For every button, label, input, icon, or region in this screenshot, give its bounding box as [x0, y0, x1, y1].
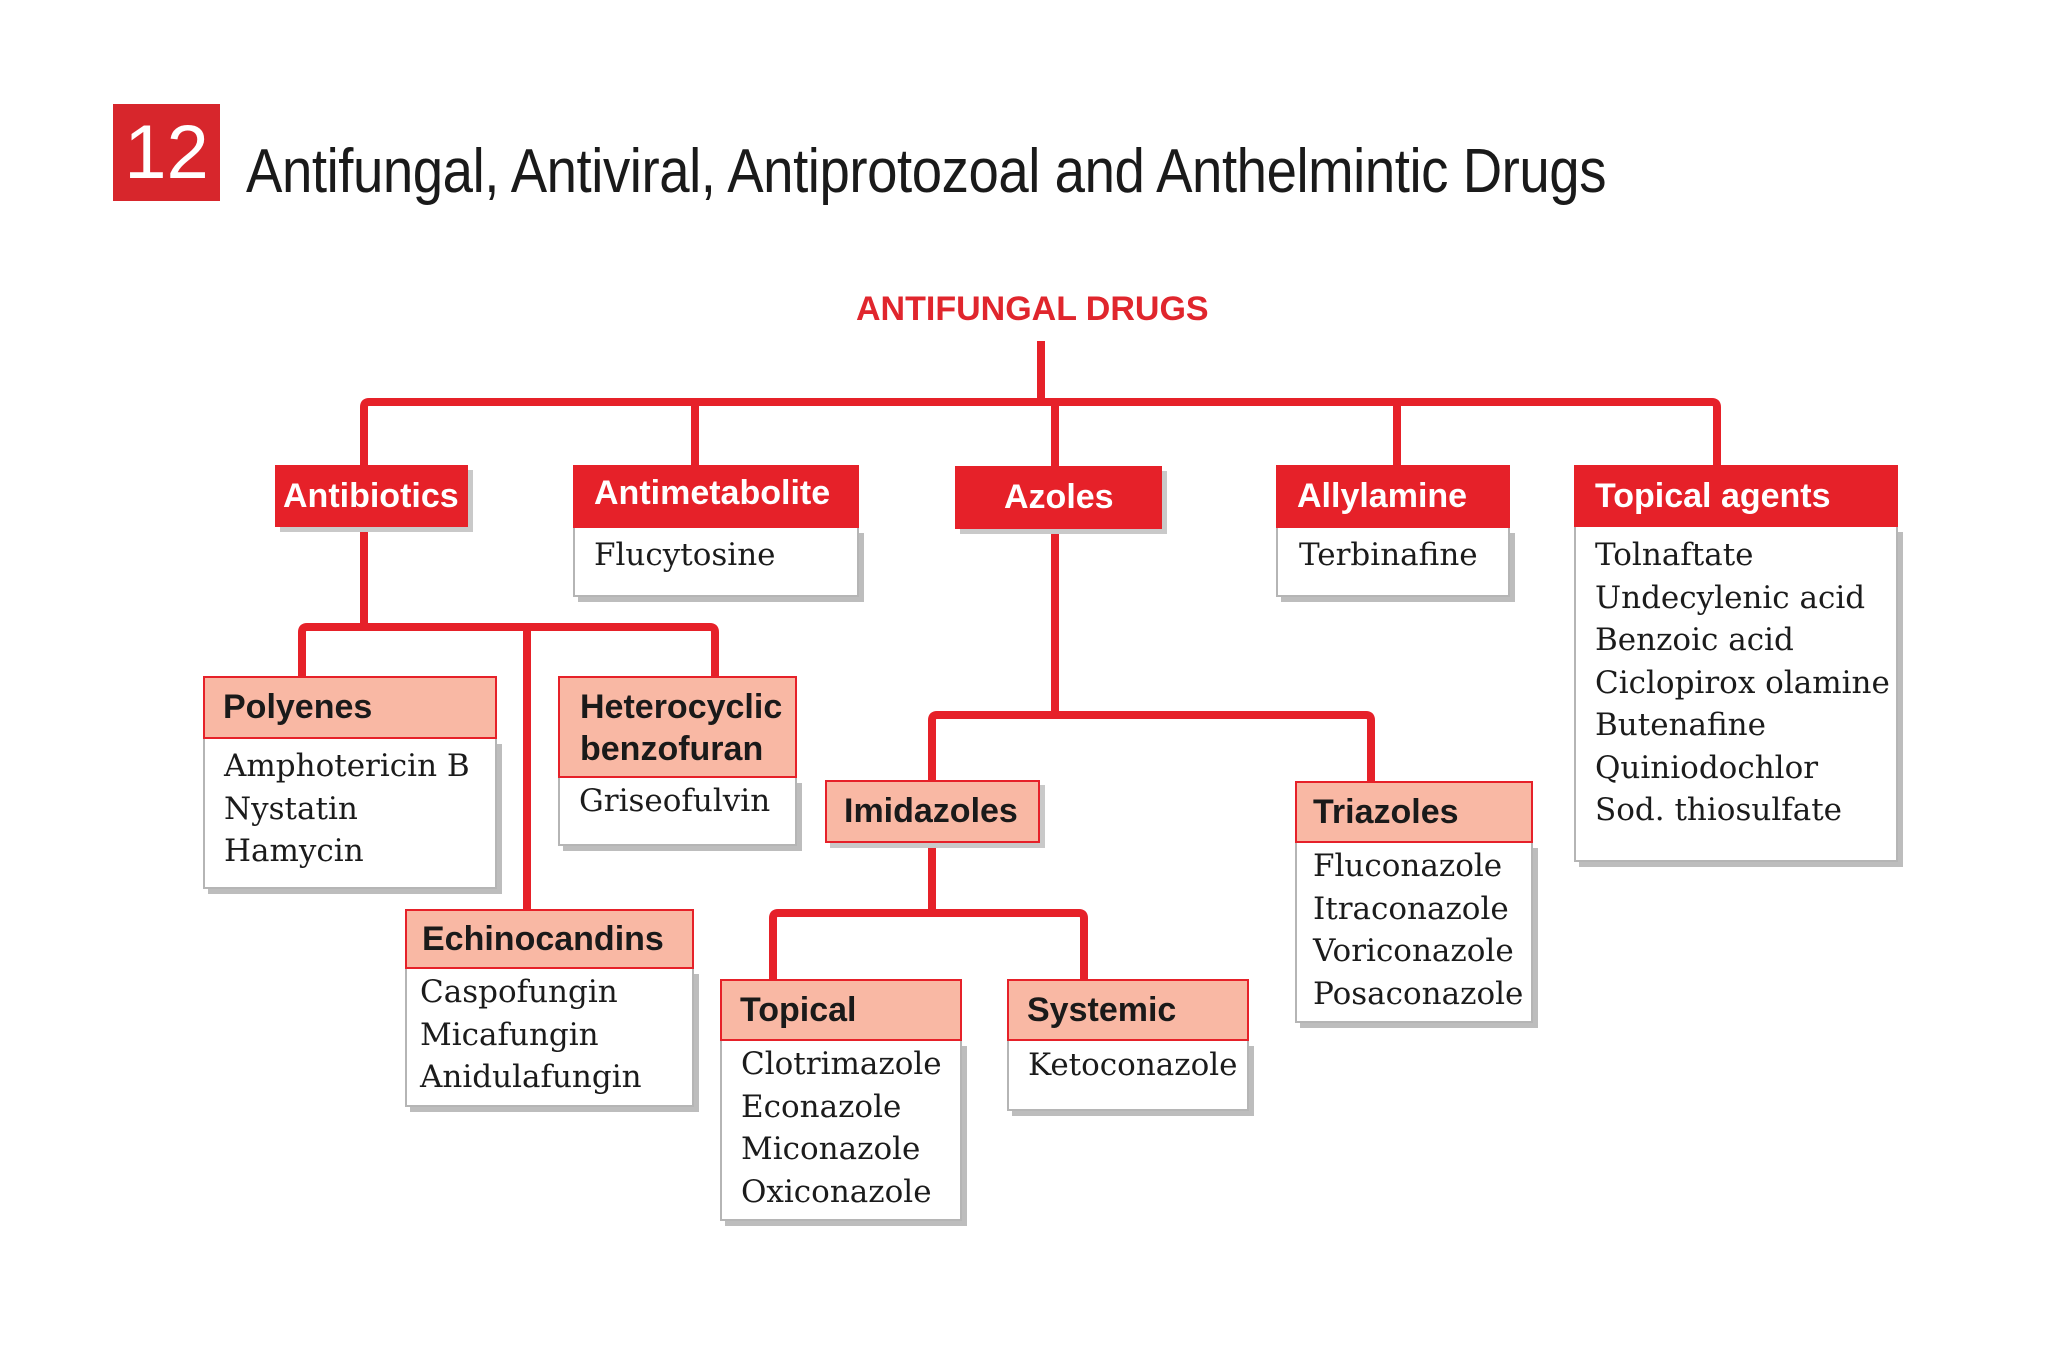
group-topical-agents-label: Topical agents	[1595, 476, 1831, 515]
group-antimetabolite-label: Antimetabolite	[594, 474, 831, 512]
group-allylamine	[1276, 465, 1510, 597]
subgroup-heterocyclic-benzofuran-label: Heterocyclic benzofuran	[580, 688, 783, 768]
subgroup-imidazoles	[825, 780, 1040, 843]
group-topical-agents	[1574, 465, 1898, 862]
group-azoles-header	[955, 466, 1162, 529]
drug-item: Butenafine	[1595, 707, 1766, 743]
drug-item: Oxiconazole	[741, 1173, 932, 1210]
subgroup-topical-header	[720, 979, 962, 1041]
root-horizontal-line	[364, 402, 1717, 470]
group-azoles	[955, 466, 1162, 529]
drug-item: Quiniodochlor	[1595, 749, 1819, 786]
drug-item: Terbinafine	[1299, 537, 1478, 573]
subgroup-heterocyclic-benzofuran-header	[558, 676, 797, 778]
drug-item: Fluconazole	[1313, 848, 1503, 884]
subgroup-systemic	[1007, 979, 1249, 1111]
group-allylamine-label: Allylamine	[1297, 477, 1468, 515]
antibiotics-horizontal-line	[302, 627, 715, 677]
subgroup-topical-body	[720, 1041, 962, 1221]
subgroup-echinocandins-label: Echinocandins	[422, 919, 664, 958]
subgroup-heterocyclic-benzofuran	[558, 676, 797, 846]
subgroup-polyenes-header	[203, 676, 497, 739]
drug-item: Sod. thiosulfate	[1595, 792, 1843, 828]
drug-item: Miconazole	[741, 1131, 921, 1167]
subgroup-triazoles-label: Triazoles	[1313, 792, 1459, 831]
subgroup-systemic-header	[1007, 979, 1249, 1041]
subgroup-systemic-label: Systemic	[1027, 990, 1177, 1029]
subgroup-topical	[720, 979, 962, 1221]
subgroup-triazoles-header	[1295, 781, 1533, 843]
subgroup-polyenes-body	[203, 739, 497, 889]
drug-item: Ketoconazole	[1028, 1047, 1238, 1083]
subgroup-imidazoles-label: Imidazoles	[844, 792, 1018, 830]
group-antimetabolite-header	[573, 465, 859, 528]
drug-item: Voriconazole	[1313, 933, 1514, 969]
subgroup-systemic-body	[1007, 1041, 1249, 1111]
drug-item: Benzoic acid	[1595, 622, 1794, 658]
group-topical-agents-header	[1574, 465, 1898, 527]
subgroup-triazoles	[1295, 781, 1533, 1023]
group-antibiotics	[275, 465, 468, 527]
subgroup-polyenes-label: Polyenes	[223, 688, 373, 726]
subgroup-imidazoles-header	[825, 780, 1040, 843]
drug-item: Itraconazole	[1313, 890, 1509, 927]
drug-item: Micafungin	[420, 1016, 599, 1053]
group-topical-agents-body	[1574, 527, 1898, 862]
drug-item: Clotrimazole	[741, 1046, 942, 1082]
drug-item: Tolnaftate	[1595, 537, 1754, 573]
subgroup-echinocandins-header	[405, 909, 694, 969]
drug-item: Undecylenic acid	[1595, 579, 1866, 616]
drug-item: Posaconazole	[1313, 975, 1524, 1012]
subgroup-echinocandins	[405, 909, 694, 1107]
chapter-number-badge: 12	[113, 104, 220, 201]
group-allylamine-body	[1276, 528, 1510, 597]
group-azoles-label: Azoles	[1004, 478, 1114, 516]
chapter-title: Antifungal, Antiviral, Antiprotozoal and Anthelmintic Drugs	[246, 137, 1607, 206]
group-antimetabolite-body	[573, 528, 859, 597]
subgroup-echinocandins-body	[405, 969, 694, 1107]
group-allylamine-header	[1276, 465, 1510, 528]
group-antimetabolite	[573, 465, 859, 597]
imidazoles-horizontal-line	[773, 913, 1084, 980]
group-antibiotics-header	[275, 465, 468, 527]
drug-item: Caspofungin	[420, 974, 618, 1010]
drug-item: Flucytosine	[594, 537, 776, 573]
group-antibiotics-label: Antibiotics	[283, 476, 459, 515]
azoles-horizontal-line	[932, 715, 1371, 782]
drug-item: Amphotericin B	[224, 748, 470, 784]
drug-item: Econazole	[741, 1088, 902, 1125]
subgroup-polyenes	[203, 676, 497, 889]
subgroup-heterocyclic-benzofuran-body	[558, 778, 797, 846]
subgroup-topical-label: Topical	[740, 990, 857, 1029]
drug-item: Ciclopirox olamine	[1595, 664, 1890, 701]
drug-item: Nystatin	[224, 790, 358, 827]
root-label-antifungal-drugs: ANTIFUNGAL DRUGS	[856, 290, 1209, 328]
drug-item: Anidulafungin	[420, 1059, 642, 1095]
drug-item: Hamycin	[224, 833, 364, 869]
drug-item: Griseofulvin	[579, 783, 771, 819]
subgroup-triazoles-body	[1295, 843, 1533, 1023]
